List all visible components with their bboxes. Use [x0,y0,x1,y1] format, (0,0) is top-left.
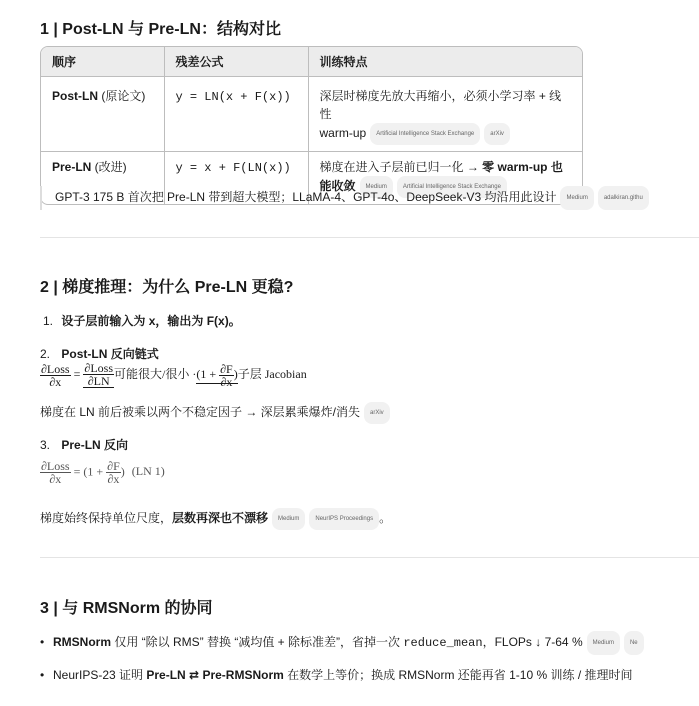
equals-sign: = [73,366,81,381]
equation-note: 可能很大/很小 [114,366,190,381]
order-note: (原论文) [98,89,146,103]
formula-cell: y = LN(x + F(x)) [175,90,291,104]
bullet-text: ，FLOPs ↓ 7-64 % [482,635,583,650]
source-badge[interactable]: Ne [624,631,644,655]
source-badge[interactable]: adalkiran.githu [598,186,649,210]
paragraph [40,508,391,530]
order-name: Post-LN [52,89,98,103]
blockquote [40,186,649,210]
bullet-text: 在数学上等价；换成 RMSNorm 还能再省 1-10 % 训练 / 推理时间 [283,668,633,682]
feature-emphasis: 能收敛 [319,179,356,194]
fraction: $\frac{\text{∂Loss}}{\partial x}$ [41,459,70,486]
feature-text: 梯度在进入子层前已归一化 → [319,160,483,174]
bullet-item: • RMSNorm 仅用 “除以 RMS” 替换 “减均值 + 除标准差”，省掉一次 reduce_mean，FLOPs ↓ 7-64 % Medium Ne [40,631,644,655]
list-number: 2. [40,347,51,361]
list-item [40,436,128,454]
quote-text: GPT-3 175 B 首次把 Pre-LN 带到超大模型；LLaMA-4、GPT-4o、DeepSeek-V3 均沿用此设计 [55,190,557,205]
paragraph-text: 梯度始终保持单位尺度， [40,511,173,526]
source-badge[interactable]: Medium [272,508,305,530]
formula-cell: y = x + F(LN(x)) [175,161,291,175]
list-item-text: Post-LN 反向链式 [61,347,159,361]
source-badge[interactable]: arXiv [364,402,390,424]
order-note: (改进) [91,160,127,174]
fraction: $\frac{\text{∂Loss}}{\partial LN}$ [84,361,113,388]
bullet-item: • NeurIPS-23 证明 Pre-LN ⇄ Pre-RMSNorm 在数学上等价；换成 RMSNorm 还能再省 1-10 % 训练 / 推理时间 [40,668,633,682]
dot-operator: · [192,366,197,381]
divider [40,237,699,238]
feature-emphasis: 零 warm-up 也 [482,160,563,174]
comparison-table [40,46,583,205]
equation-note: (LN 1) [131,464,165,479]
equals-sign: = (1 + [73,464,107,479]
order-name: Pre-LN [52,160,92,174]
list-item-text: 设子层前输入为 x，输出为 F(x)。 [61,314,241,328]
paragraph-text: 梯度在 LN 前后被乘以两个不稳定因子 → 深层累乘爆炸/消失 [40,405,361,420]
header-formula: 残差公式 [164,47,308,77]
feature-line: warm-up [319,126,367,141]
table-header-row [41,47,582,77]
bullet-text: 仅用 “除以 RMS” 替换 “减均值 + 除标准差”，省掉一次 [111,635,404,650]
divider [40,557,699,558]
list-item [43,312,241,330]
source-badge[interactable]: arXiv [484,123,510,145]
feature-line: 深层时梯度先放大再缩小，必须小学习率 + 线性 [319,89,562,121]
source-badge[interactable]: Artificial Intelligence Stack Exchange [370,123,480,145]
source-badge[interactable]: Medium [587,631,620,655]
fraction: $\frac{\partial F}{\partial x}$ [220,361,233,389]
header-order: 顺序 [41,47,164,77]
section-3-title: 3 | 与 RMSNorm 的协同 [40,600,213,617]
table-row [41,77,582,152]
fraction: $\frac{\text{∂Loss}}{\partial x}$ [41,361,70,389]
source-badge[interactable]: Artificial Intelligence Stack Exchange [397,176,507,198]
paragraph-text: 。 [379,511,392,526]
bullet-emphasis: RMSNorm [53,635,112,650]
paragraph [40,402,390,424]
paragraph-emphasis: 层数再深也不漂移 [172,511,269,526]
bullet-text: NeurIPS-23 证明 [53,668,147,682]
source-badge[interactable]: Medium [360,176,393,198]
equation-post-ln: $\frac{\text{∂Loss}}{\partial x}$ = $\frac{\text{∂Loss}}{\partial LN}$ 可能很大/很小 ·(1 + $\frac{\partial F}{\partial x}$ )子层 Jacobian [41,361,307,389]
header-features: 训练特点 [308,47,582,77]
equation-note: 子层 Jacobian [237,366,307,381]
list-number: 1. [43,314,54,328]
source-badge[interactable]: NeurIPS Proceedings [309,508,379,530]
bullet-emphasis: Pre-LN ⇄ Pre-RMSNorm [146,668,284,682]
section-2-title: 2 | 梯度推理：为什么 Pre-LN 更稳? [40,279,294,296]
list-item-text: Pre-LN 反向 [61,438,129,452]
inline-code: reduce_mean [403,636,483,651]
source-badge[interactable]: Medium [560,186,593,210]
fraction: $\frac{\partial F}{\partial x}$ [107,459,120,486]
equation-pre-ln: $\frac{\text{∂Loss}}{\partial x}$ = (1 + $\frac{\partial F}{\partial x}$ ) (LN 1) [41,459,165,486]
section-1-title: 1 | Post-LN 与 Pre-LN：结构对比 [40,21,281,38]
list-number: 3. [40,438,51,452]
